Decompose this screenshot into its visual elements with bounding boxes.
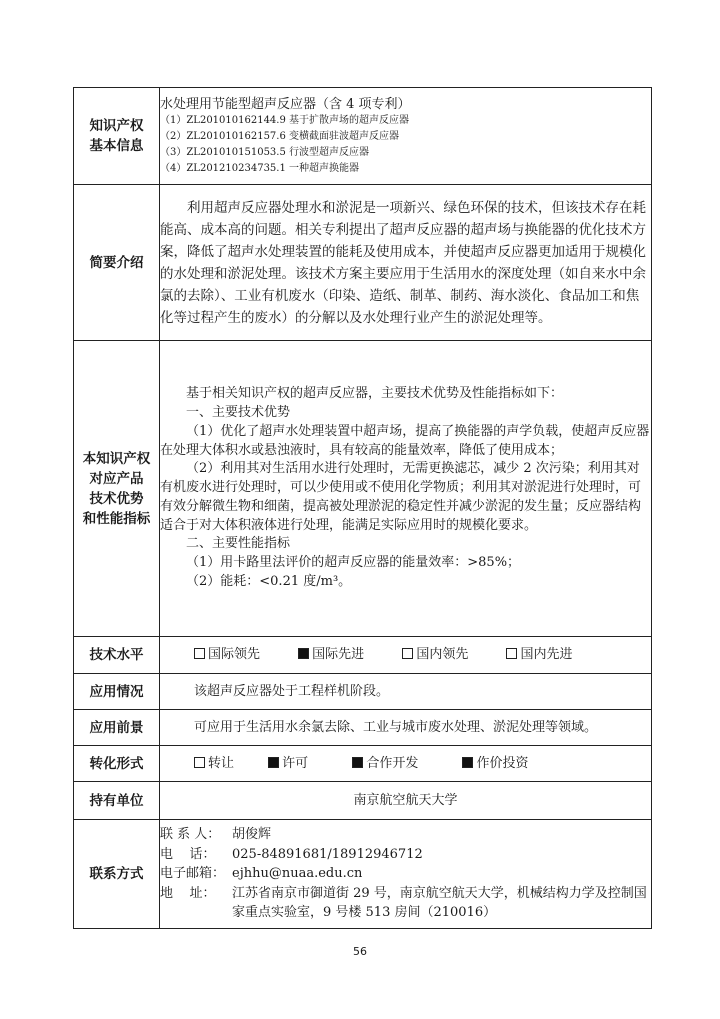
checkbox-icon xyxy=(506,648,517,659)
contact-phone xyxy=(160,845,651,865)
checkbox-icon xyxy=(194,757,205,768)
tech-level-option-text: 国际领先 xyxy=(208,647,261,663)
ip-label-line-1: 知识产权 xyxy=(89,118,144,134)
tech-level-option[interactable] xyxy=(194,645,260,665)
application-label: 应用情况 xyxy=(74,674,160,710)
ip-label xyxy=(74,88,160,185)
contact-address xyxy=(160,884,651,923)
patent-item: （4）ZL201210234735.1 一种超声换能器 xyxy=(160,162,360,174)
application-row xyxy=(74,674,652,710)
intro-row xyxy=(74,185,652,341)
advantages-section-2: 二、主要性能指标 xyxy=(186,536,291,552)
tech-level-option-text: 国内先进 xyxy=(520,647,573,663)
tech-level-option-text: 国际先进 xyxy=(312,647,365,663)
transfer-row xyxy=(74,746,652,782)
holder-label: 持有单位 xyxy=(74,782,160,820)
checkbox-checked-icon xyxy=(268,757,279,768)
tech-level-option[interactable] xyxy=(298,645,364,665)
prospect-row xyxy=(74,710,652,746)
metric-2: （2）能耗：<0.21 度/m³。 xyxy=(186,574,352,590)
advantages-section-1: 一、主要技术优势 xyxy=(186,404,291,420)
advantages-row xyxy=(74,341,652,637)
tech-level-options xyxy=(160,637,652,674)
metric-1: （1）用卡路里法评价的超声反应器的能量效率：>85%； xyxy=(186,555,521,571)
tech-level-label: 技术水平 xyxy=(74,637,160,674)
patent-item: （1）ZL201010162144.9 基于扩散声场的超声反应器 xyxy=(160,114,410,126)
advantages-label-line: 本知识产权 xyxy=(82,450,151,467)
transfer-option-text: 许可 xyxy=(282,755,309,771)
patent-item: （2）ZL201010162157.6 变横截面驻波超声反应器 xyxy=(160,130,400,142)
intro-label: 简要介绍 xyxy=(74,185,160,341)
contact-email xyxy=(160,864,651,884)
tech-level-option-text: 国内领先 xyxy=(416,647,469,663)
contact-person xyxy=(160,825,651,845)
patent-item: （3）ZL201010151053.5 行波型超声反应器 xyxy=(160,146,370,158)
advantages-label-line: 技术优势 xyxy=(89,490,144,507)
advantages-content xyxy=(160,341,652,637)
transfer-options xyxy=(160,746,652,782)
transfer-label: 转化形式 xyxy=(74,746,160,782)
advantages-label-line: 对应产品 xyxy=(89,470,144,487)
checkbox-checked-icon xyxy=(462,757,473,768)
checkbox-icon xyxy=(194,648,205,659)
prospect-text: 可应用于生活用水余氯去除、工业与城市废水处理、淤泥处理等领域。 xyxy=(160,710,652,746)
checkbox-checked-icon xyxy=(298,648,309,659)
contact-row xyxy=(74,820,652,929)
intro-content xyxy=(160,185,652,341)
advantages-label xyxy=(74,341,160,637)
contact-value: 江苏省南京市御道街 29 号，南京航空航天大学，机械结构力学及控制国家重点实验室，9 号楼 513 房间（210016） xyxy=(232,885,647,921)
intro-text: 利用超声反应器处理水和淤泥是一项新兴、绿色环保的技术，但该技术存在耗能高、成本高的问题。相关专利提出了超声反应器的超声场与换能器的优化技术方案，降低了超声水处理装置的能耗及使用成本，并使超声反应器更加适用于规模化的水处理和淤泥处理。该技术方案主要应用于生活用水的深度处理（如自来水中余氯的去除）、工业有机废水（印染、造纸、制革、制药、海水淡化、食品加工和焦化等过程产生的废水）的分解以及水处理行业产生的淤泥处理等。 xyxy=(160,199,646,326)
ip-row xyxy=(74,88,652,185)
contact-key: 地 址： xyxy=(160,885,216,901)
contact-key: 联 系 人： xyxy=(160,827,221,843)
advantage-1: （1）优化了超声水处理装置中超声场，提高了换能器的声学负载，使超声反应器在处理大体积水或悬浊液时，具有较高的能量效率，降低了使用成本； xyxy=(160,423,650,458)
tech-level-row xyxy=(74,637,652,674)
ip-title: 水处理用节能型超声反应器（含 4 项专利） xyxy=(160,96,411,112)
transfer-option[interactable] xyxy=(462,754,528,774)
contact-label: 联系方式 xyxy=(74,820,160,929)
ip-content xyxy=(160,88,652,185)
tech-level-option[interactable] xyxy=(506,645,572,665)
transfer-option[interactable] xyxy=(268,754,308,774)
tech-level-option[interactable] xyxy=(402,645,468,665)
checkbox-checked-icon xyxy=(352,757,363,768)
contact-key: 电子邮箱： xyxy=(160,866,226,882)
advantages-label-line: 和性能指标 xyxy=(82,510,151,527)
transfer-option-text: 合作开发 xyxy=(366,755,419,771)
ip-label-line-2: 基本信息 xyxy=(89,138,144,154)
holder-text: 南京航空航天大学 xyxy=(160,782,652,820)
transfer-option[interactable] xyxy=(194,754,234,774)
page-number: 56 xyxy=(353,945,367,958)
holder-row xyxy=(74,782,652,820)
tech-info-table xyxy=(73,87,652,929)
prospect-label: 应用前景 xyxy=(74,710,160,746)
transfer-option-text: 作价投资 xyxy=(476,755,529,771)
advantages-lead: 基于相关知识产权的超声反应器，主要技术优势及性能指标如下： xyxy=(186,386,564,402)
advantage-2: （2）利用其对生活用水进行处理时，无需更换滤芯，减少 2 次污染；利用其对有机废水进行处理时，可以少使用或不使用化学物质；利用其对淤泥进行处理时，可有效分解微生物和细菌，提高被处理淤泥的稳定性并减少淤泥的发生量；反应器结构适合于对大体积液体进行处理，能满足实际应用时的规模化要求。 xyxy=(160,461,642,533)
checkbox-icon xyxy=(402,648,413,659)
contact-value: 胡俊辉 xyxy=(232,827,272,843)
contact-value: 025-84891681/18912946712 xyxy=(232,846,423,862)
application-text: 该超声反应器处于工程样机阶段。 xyxy=(160,674,652,710)
contact-key: 电 话： xyxy=(160,846,216,862)
transfer-option[interactable] xyxy=(352,754,418,774)
contact-content xyxy=(160,820,652,929)
transfer-option-text: 转让 xyxy=(208,755,235,771)
contact-value[interactable]: ejhhu@nuaa.edu.cn xyxy=(232,866,363,882)
